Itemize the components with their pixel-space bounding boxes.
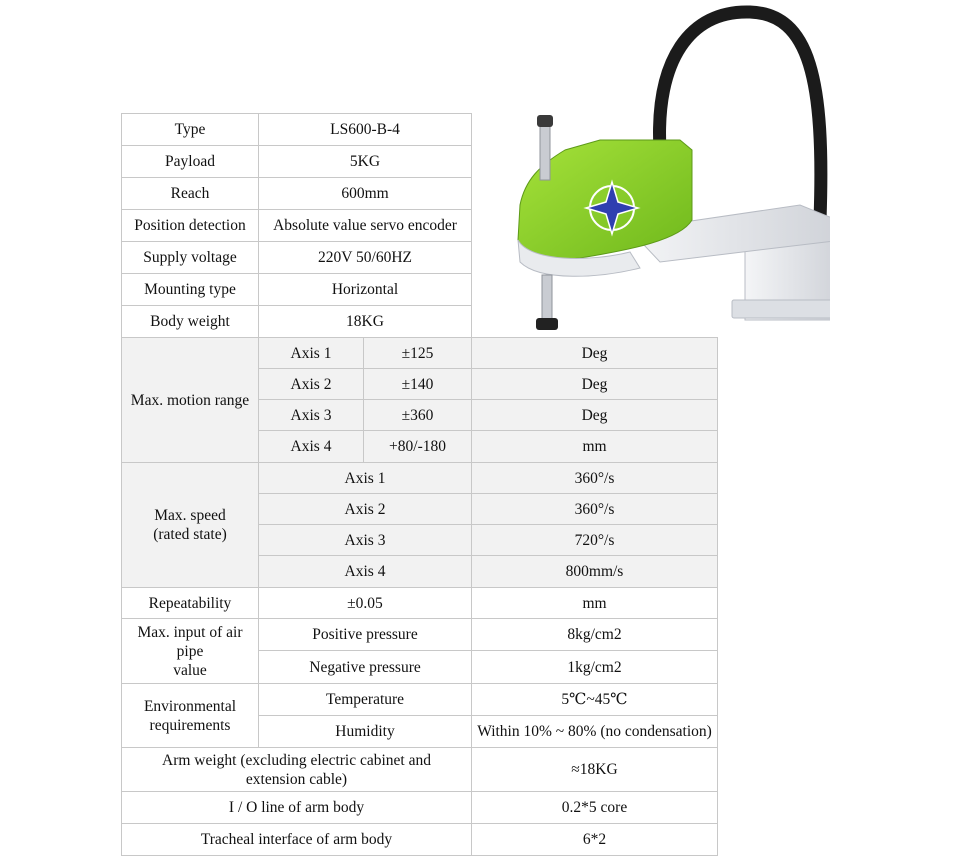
air-pipe-name: Negative pressure — [259, 651, 472, 684]
row-temperature — [122, 684, 718, 716]
value-reach: 600mm — [259, 178, 472, 210]
row-type — [122, 114, 718, 146]
label-max-speed-line2: (rated state) — [153, 526, 227, 543]
motion-axis-unit: Deg — [472, 369, 718, 400]
speed-axis-name: Axis 3 — [259, 525, 472, 556]
label-max-speed-line1: Max. speed — [154, 507, 226, 524]
air-pipe-name: Positive pressure — [259, 619, 472, 651]
label-mounting-type: Mounting type — [122, 274, 259, 306]
row-repeatability — [122, 588, 718, 619]
motion-axis-unit: mm — [472, 431, 718, 463]
air-pipe-value: 1kg/cm2 — [472, 651, 718, 684]
row-body-weight — [122, 306, 718, 338]
row-io-line — [122, 792, 718, 824]
label-repeatability: Repeatability — [122, 588, 259, 619]
value-type: LS600-B-4 — [259, 114, 472, 146]
label-motion-range: Max. motion range — [122, 338, 259, 463]
speed-axis-value: 800mm/s — [472, 556, 718, 588]
speed-axis-name: Axis 1 — [259, 463, 472, 494]
label-tracheal: Tracheal interface of arm body — [122, 824, 472, 856]
label-air-pipe-line3: value — [173, 661, 207, 679]
air-pipe-value: 8kg/cm2 — [472, 619, 718, 651]
value-position-detection: Absolute value servo encoder — [259, 210, 472, 242]
label-reach: Reach — [122, 178, 259, 210]
environment-value: 5℃~45℃ — [472, 684, 718, 716]
row-tracheal — [122, 824, 718, 856]
row-positive-pressure — [122, 619, 718, 651]
motion-axis-value: ±125 — [364, 338, 472, 369]
environment-name: Temperature — [259, 684, 472, 716]
motion-axis-name: Axis 1 — [259, 338, 364, 369]
motion-axis-unit: Deg — [472, 400, 718, 431]
motion-axis-name: Axis 3 — [259, 400, 364, 431]
motion-axis-unit: Deg — [472, 338, 718, 369]
label-air-pipe-line1: Max. input of air — [137, 623, 243, 641]
row-speed-axis-1 — [122, 463, 718, 494]
label-environment-line1: Environmental — [143, 697, 237, 715]
speed-axis-value: 720°/s — [472, 525, 718, 556]
label-arm-weight — [122, 748, 472, 792]
speed-axis-name: Axis 2 — [259, 494, 472, 525]
label-max-speed — [122, 463, 259, 588]
speed-axis-value: 360°/s — [472, 463, 718, 494]
label-body-weight: Body weight — [122, 306, 259, 338]
value-mounting-type: Horizontal — [259, 274, 472, 306]
motion-axis-name: Axis 4 — [259, 431, 364, 463]
value-io-line: 0.2*5 core — [472, 792, 718, 824]
value-tracheal: 6*2 — [472, 824, 718, 856]
row-arm-weight — [122, 748, 718, 792]
label-air-pipe-line2: pipe — [176, 642, 204, 660]
value-supply-voltage: 220V 50/60HZ — [259, 242, 472, 274]
label-io-line: I / O line of arm body — [122, 792, 472, 824]
value-body-weight: 18KG — [259, 306, 472, 338]
label-supply-voltage: Supply voltage — [122, 242, 259, 274]
label-type: Type — [122, 114, 259, 146]
value-repeatability: ±0.05 — [259, 588, 472, 619]
row-payload — [122, 146, 718, 178]
motion-axis-value: +80/-180 — [364, 431, 472, 463]
value-payload: 5KG — [259, 146, 472, 178]
environment-name: Humidity — [259, 716, 472, 748]
label-position-detection: Position detection — [122, 210, 259, 242]
row-position-detection — [122, 210, 718, 242]
motion-axis-value: ±140 — [364, 369, 472, 400]
value-arm-weight: ≈18KG — [472, 748, 718, 792]
unit-repeatability: mm — [472, 588, 718, 619]
label-payload: Payload — [122, 146, 259, 178]
motion-axis-name: Axis 2 — [259, 369, 364, 400]
row-mounting-type — [122, 274, 718, 306]
speed-axis-name: Axis 4 — [259, 556, 472, 588]
label-environment-line2: requirements — [149, 716, 231, 734]
speed-axis-value: 360°/s — [472, 494, 718, 525]
motion-axis-value: ±360 — [364, 400, 472, 431]
label-arm-weight-line1: Arm weight (excluding electric cabinet and — [162, 751, 431, 769]
row-motion-axis-1 — [122, 338, 718, 369]
row-reach — [122, 178, 718, 210]
label-environment — [122, 684, 259, 748]
label-arm-weight-line2: extension cable) — [245, 770, 348, 788]
environment-value: Within 10% ~ 80% (no condensation) — [472, 716, 718, 748]
row-supply-voltage — [122, 242, 718, 274]
label-air-pipe — [122, 619, 259, 684]
spec-table — [121, 113, 718, 856]
